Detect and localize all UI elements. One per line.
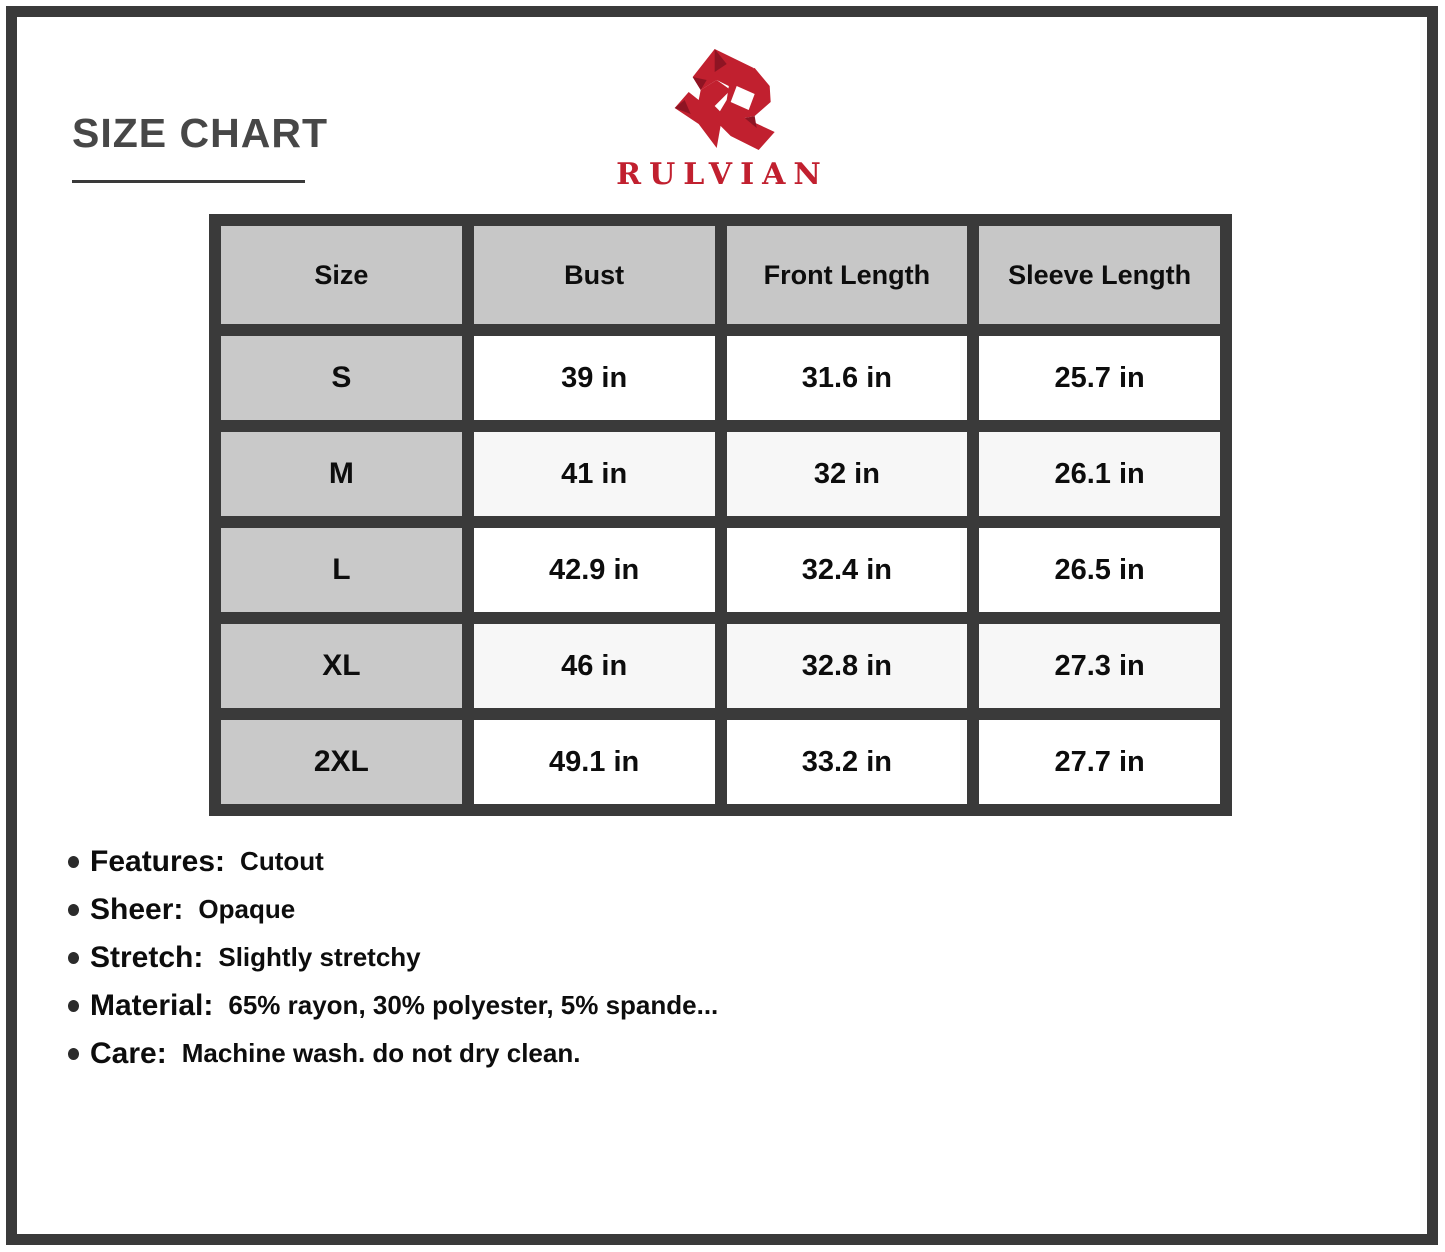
column-header-front-length: Front Length: [727, 226, 968, 324]
measurement-cell: 41 in: [474, 432, 715, 516]
detail-label: Sheer:: [90, 892, 184, 926]
measurement-cell: 32.4 in: [727, 528, 968, 612]
product-details-list: [68, 846, 718, 1086]
detail-label: Care:: [90, 1036, 167, 1070]
measurement-cell: 32 in: [727, 432, 968, 516]
measurement-cell: 25.7 in: [979, 336, 1220, 420]
size-cell: XL: [221, 624, 462, 708]
measurement-cell: 32.8 in: [727, 624, 968, 708]
measurement-cell: 42.9 in: [474, 528, 715, 612]
measurement-cell: 26.1 in: [979, 432, 1220, 516]
detail-label: Features:: [90, 844, 226, 878]
detail-item-sheer: [68, 894, 718, 925]
size-cell: 2XL: [221, 720, 462, 804]
measurement-cell: 49.1 in: [474, 720, 715, 804]
measurement-cell: 27.3 in: [979, 624, 1220, 708]
detail-item-features: [68, 846, 718, 877]
detail-value: Slightly stretchy: [218, 942, 421, 972]
bullet-icon: [68, 952, 79, 964]
detail-value: Machine wash. do not dry clean.: [181, 1038, 581, 1068]
detail-item-material: [68, 990, 718, 1021]
column-header-sleeve-length: Sleeve Length: [979, 226, 1220, 324]
size-cell: M: [221, 432, 462, 516]
page-title: SIZE CHART: [72, 110, 328, 156]
detail-item-care: [68, 1038, 718, 1069]
measurement-cell: 31.6 in: [727, 336, 968, 420]
detail-value: Cutout: [240, 846, 324, 876]
brand-logo: [616, 44, 829, 190]
measurement-cell: 27.7 in: [979, 720, 1220, 804]
bullet-icon: [68, 856, 79, 868]
size-cell: L: [221, 528, 462, 612]
measurement-cell: 39 in: [474, 336, 715, 420]
size-cell: S: [221, 336, 462, 420]
column-header-bust: Bust: [474, 226, 715, 324]
brand-name: RULVIAN: [616, 157, 829, 192]
detail-value: Opaque: [198, 894, 296, 924]
bullet-icon: [68, 904, 79, 916]
detail-label: Material:: [90, 988, 214, 1022]
detail-item-stretch: [68, 942, 718, 973]
measurement-cell: 46 in: [474, 624, 715, 708]
detail-label: Stretch:: [90, 940, 204, 974]
detail-value: 65% rayon, 30% polyester, 5% spande...: [228, 990, 719, 1020]
measurement-cell: 33.2 in: [727, 720, 968, 804]
measurement-cell: 26.5 in: [979, 528, 1220, 612]
column-header-size: Size: [221, 226, 462, 324]
size-chart-table: [209, 214, 1232, 816]
bullet-icon: [68, 1000, 79, 1012]
bullet-icon: [68, 1048, 79, 1060]
brand-r-icon: [655, 44, 789, 156]
title-underline: [72, 180, 305, 183]
